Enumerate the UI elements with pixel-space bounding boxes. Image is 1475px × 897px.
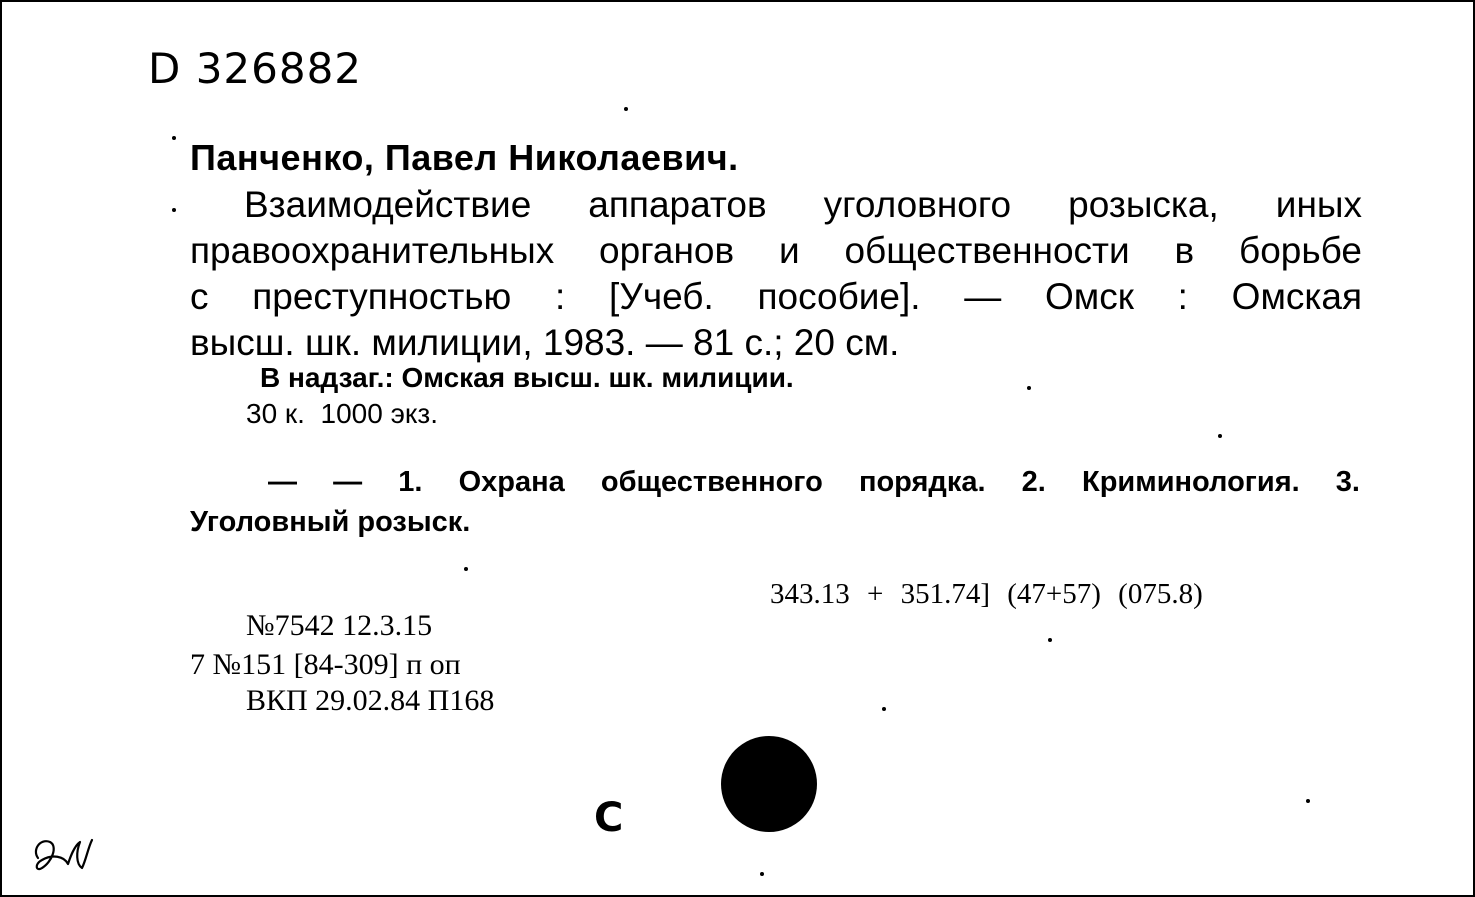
speck (464, 567, 468, 571)
title-line: с преступностью : [Учеб. пособие]. — Омск : Омская (190, 276, 1362, 317)
subject-line: — — 1. Охрана общественного порядка. 2. Криминология. 3. (268, 466, 1360, 498)
punch-hole-icon (721, 736, 817, 832)
speck (172, 208, 176, 212)
speck (624, 107, 628, 111)
speck (1048, 638, 1052, 642)
speck (882, 707, 886, 711)
signature-icon (30, 828, 96, 876)
speck (1027, 386, 1031, 390)
classification-code: 343.13 + 351.74] (47+57) (075.8) (770, 578, 1203, 610)
subject-line: Уголовный розыск. (190, 506, 471, 538)
registration-line: 7 №151 [84-309] п оп (190, 648, 461, 681)
price-note: 30 к. 1000 экз. (246, 398, 439, 429)
speck (760, 872, 764, 876)
author-heading: Панченко, Павел Николаевич. (190, 137, 739, 178)
title-line: Взаимодействие аппаратов уголовного розыска, иных (244, 184, 1362, 225)
title-line: высш. шк. милиции, 1983. — 81 с.; 20 см. (190, 322, 900, 363)
title-line: правоохранительных органов и общественности в борьбе (190, 230, 1362, 271)
card-number: D 326882 (148, 44, 363, 93)
speck (1306, 799, 1310, 803)
registration-line: №7542 12.3.15 (246, 609, 433, 642)
speck (172, 136, 176, 140)
registration-line: ВКП 29.02.84 П168 (246, 684, 495, 717)
series-note: В надзаг.: Омская высш. шк. милиции. (260, 362, 794, 393)
catalog-letter: С (594, 795, 624, 841)
speck (1218, 434, 1222, 438)
